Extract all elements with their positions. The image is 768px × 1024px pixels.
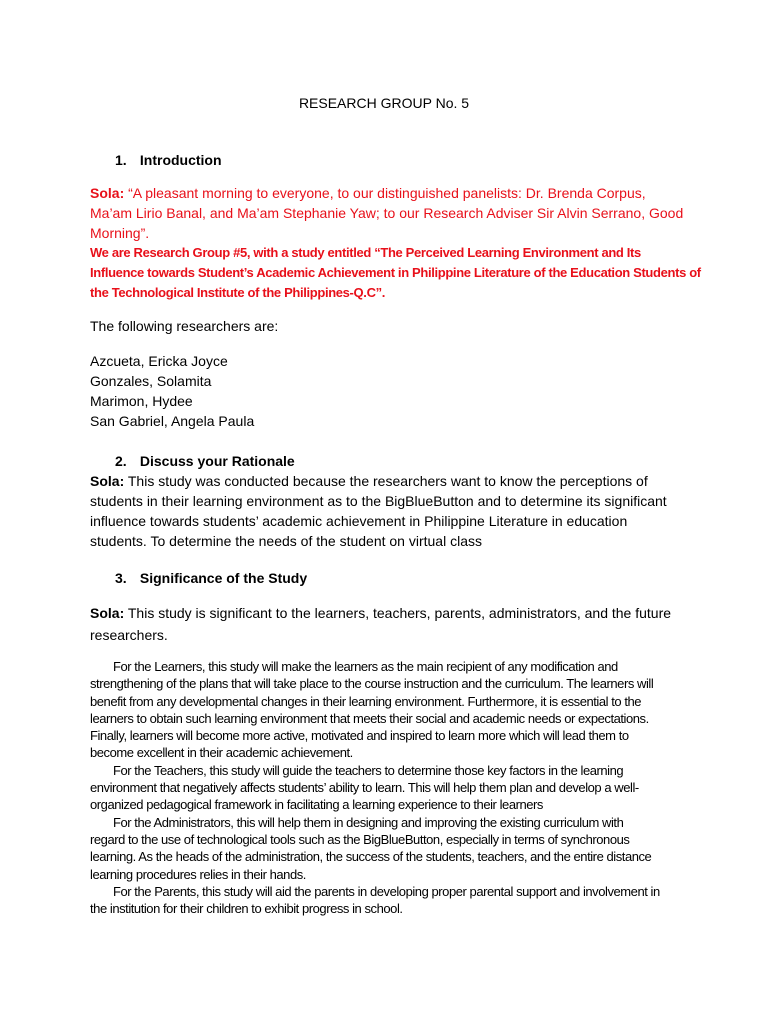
section-heading-rationale <box>115 452 295 470</box>
researcher-name: Azcueta, Ericka Joyce <box>90 353 228 369</box>
intro-greeting <box>90 183 684 243</box>
significance-intro <box>90 602 680 646</box>
greeting-line: Ma’am Lirio Banal, and Ma’am Stephanie Yaw; to our Research Adviser Sir Alvin Serrano, Good <box>90 205 684 221</box>
researcher-name: Gonzales, Solamita <box>90 373 212 389</box>
greeting-line: Morning”. <box>90 225 150 241</box>
intro-group-statement <box>90 243 701 303</box>
significance-paragraphs <box>90 658 677 917</box>
paragraph-label: For the Administrators, <box>113 814 234 830</box>
group-line: We are Research Group #5, with a study entitled “The Perceived Learning Environment and Its <box>90 245 641 260</box>
significance-line: researchers. <box>90 627 168 643</box>
paragraph-line: regard to the use of technological tools such as the BigBlueButton, especially in terms of synchronous <box>90 831 630 847</box>
researcher-name: San Gabriel, Angela Paula <box>90 413 255 429</box>
rationale-text <box>90 471 680 551</box>
paragraph-line: this study will aid the parents in developing proper parental support and involvement in <box>199 883 660 899</box>
paragraph-line: this study will make the learners as the main recipient of any modification and <box>205 659 618 674</box>
section-title: Introduction <box>139 152 222 168</box>
paragraph-administrators <box>90 814 677 883</box>
researcher-name: Marimon, Hydee <box>90 393 193 409</box>
speaker-label: Sola: <box>90 473 125 489</box>
significance-line: This study is significant to the learners, teachers, parents, administrators, and the future <box>124 605 672 621</box>
paragraph-line: this will help them in designing and improving the existing curriculum with <box>233 814 624 830</box>
paragraph-line: Finally, learners will become more active, motivated and inspired to learn more which will lead them to <box>90 728 629 744</box>
paragraph-line: this study will guide the teachers to determine those key factors in the learning <box>206 762 624 778</box>
speaker-label: Sola: <box>90 605 125 621</box>
paragraph-line: strengthening of the plans that will take place to the course instruction and the curriculum. The learners will <box>90 676 654 692</box>
rationale-line: students. To determine the needs of the student on virtual class <box>90 533 482 549</box>
section-title: Discuss your Rationale <box>139 453 295 469</box>
section-number: 2. <box>115 453 127 469</box>
paragraph-line: the institution for their children to exhibit progress in school. <box>90 901 403 917</box>
paragraph-parents <box>90 883 677 918</box>
researchers-label: The following researchers are: <box>90 318 279 334</box>
paragraph-line: learners to obtain such learning environment that meets their social and academic needs or expectations. <box>90 710 649 726</box>
section-heading-introduction <box>115 151 222 169</box>
rationale-line: This study was conducted because the researchers want to know the perceptions of <box>124 473 648 489</box>
section-number: 1. <box>115 152 127 168</box>
rationale-line: students in their learning environment as to the BigBlueButton and to determine its significant <box>90 493 667 509</box>
paragraph-line: become excellent in their academic achievement. <box>90 745 353 761</box>
section-heading-significance <box>115 569 307 587</box>
paragraph-line: environment that negatively affects students’ ability to learn. This will help them plan and develop a well- <box>90 780 639 796</box>
paragraph-line: benefit from any developmental changes in their learning environment. Furthermore, it is essential to the <box>90 693 642 709</box>
paragraph-label: For the Parents, <box>113 883 200 899</box>
paragraph-learners <box>90 658 677 762</box>
researchers-list <box>90 351 680 431</box>
greeting-line: “A pleasant morning to everyone, to our distinguished panelists: Dr. Brenda Corpus, <box>128 185 646 201</box>
paragraph-label: For the Teachers, <box>113 762 207 778</box>
document-title: RESEARCH GROUP No. 5 <box>298 95 470 111</box>
group-line: the Technological Institute of the Philippines-Q.C”. <box>90 285 386 300</box>
section-number: 3. <box>115 570 127 586</box>
paragraph-line: learning. As the heads of the administration, the success of the students, teachers, and the entire distance <box>90 849 652 865</box>
rationale-line: influence towards students’ academic achievement in Philippine Literature in education <box>90 513 628 529</box>
paragraph-line: learning procedures relies in their hands. <box>90 866 306 882</box>
section-title: Significance of the Study <box>139 570 308 586</box>
paragraph-line: organized pedagogical framework in facilitating a learning experience to their learners <box>90 797 543 813</box>
group-line: Influence towards Student’s Academic Achievement in Philippine Literature of the Education Students of <box>90 265 701 280</box>
paragraph-teachers <box>90 762 677 814</box>
paragraph-label: For the Learners, <box>113 659 206 674</box>
speaker-label: Sola: <box>90 185 125 201</box>
